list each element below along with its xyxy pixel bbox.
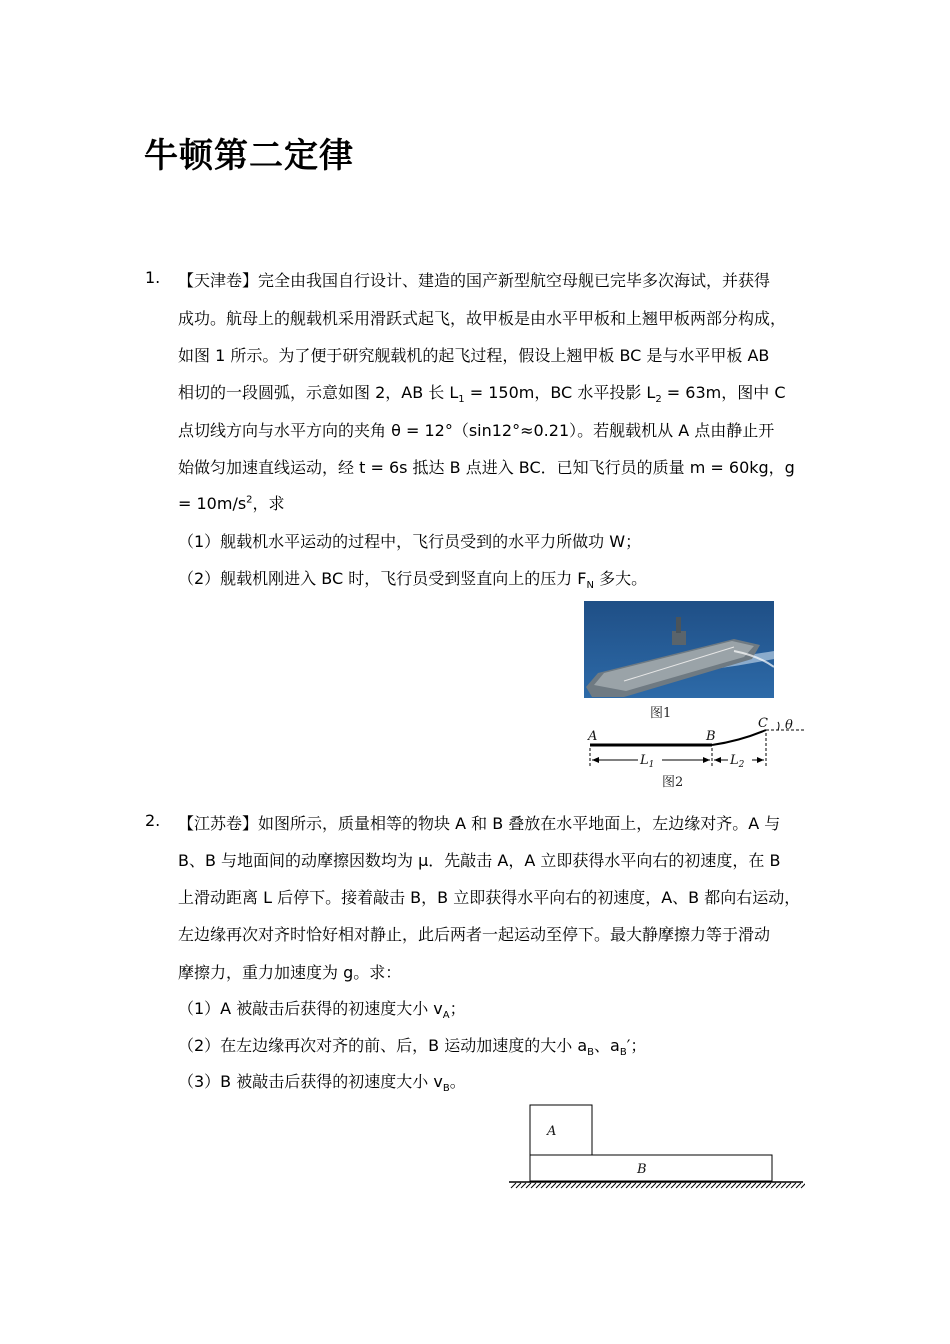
q2-line-3: 上滑动距离 L 后停下。接着敲击 B，B 立即获得水平向右的初速度，A、B 都向右运动， xyxy=(178,888,801,907)
q2-subquestion-3: （3）B 被敲击后获得的初速度大小 $v_B$。 xyxy=(178,1072,466,1095)
q2-line-1: 【江苏卷】如图所示，质量相等的物块 A 和 B 叠放在水平地面上，左边缘对齐。A 与 xyxy=(178,814,781,833)
q2-line-2: B、B 与地面间的动摩擦因数均为 μ．先敲击 A，A 立即获得水平向右的初速度，在 B xyxy=(178,851,781,870)
blocks-diagram xyxy=(505,1102,805,1194)
question-1-number: 1. xyxy=(145,268,161,287)
label-l2: $L_2$ xyxy=(730,753,745,770)
page-title: 牛顿第二定律 xyxy=(144,136,354,176)
q1-line-6: 始做匀加速直线运动，经 t = 6s 抵达 B 点进入 BC．已知飞行员的质量 m = 60kg，g xyxy=(178,458,795,477)
q2-subquestion-1: （1）A 被敲击后获得的初速度大小 $v_A$； xyxy=(178,999,466,1022)
q1-subquestion-1: （1）舰载机水平运动的过程中，飞行员受到的水平力所做功 W； xyxy=(178,532,642,551)
block-a-label: A xyxy=(547,1124,557,1139)
label-theta: θ xyxy=(785,718,793,733)
q1-line-5: 点切线方向与水平方向的夹角 θ = 12°（sin12°≈0.21）。若舰载机从 A 点由静止开 xyxy=(178,421,775,440)
q2-subquestion-2: （2）在左边缘再次对齐的前、后，B 运动加速度的大小 $a_B$、$a_B'$； xyxy=(178,1036,647,1059)
q1-line-1: 【天津卷】完全由我国自行设计、建造的国产新型航空母舰已完毕多次海试，并获得 xyxy=(178,271,771,290)
deck-diagram xyxy=(582,712,812,792)
q1-line-3: 如图 1 所示。为了便于研究舰载机的起飞过程，假设上翘甲板 BC 是与水平甲板 AB xyxy=(178,346,770,365)
q2-line-5: 摩擦力，重力加速度为 g。求： xyxy=(178,963,402,982)
label-a: A xyxy=(588,729,598,744)
label-c: C xyxy=(758,716,768,731)
block-b-label: B xyxy=(637,1162,647,1177)
carrier-photo xyxy=(584,601,774,698)
question-2-number: 2. xyxy=(145,811,161,830)
figure-2-caption: 图2 xyxy=(662,775,684,790)
q1-line-7: = $10m/s^2$，求 xyxy=(178,494,285,513)
q1-subquestion-2: （2）舰载机刚进入 BC 时，飞行员受到竖直向上的压力 $F_N$ 多大。 xyxy=(178,569,648,592)
label-l1: $L_1$ xyxy=(640,753,655,770)
svg-text:图1: 图1 xyxy=(650,706,672,721)
ground-hatching xyxy=(511,1183,805,1188)
label-b: B xyxy=(706,729,716,744)
q1-line-4: 相切的一段圆弧，示意如图 2，AB 长 $L_1 = 150m$，BC 水平投影 $L_2 = 63m$，图中 C xyxy=(178,383,786,406)
q1-line-2: 成功。航母上的舰载机采用滑跃式起飞，故甲板是由水平甲板和上翘甲板两部分构成， xyxy=(178,309,787,328)
q2-line-4: 左边缘再次对齐时恰好相对静止，此后两者一起运动至停下。最大静摩擦力等于滑动 xyxy=(178,925,771,944)
